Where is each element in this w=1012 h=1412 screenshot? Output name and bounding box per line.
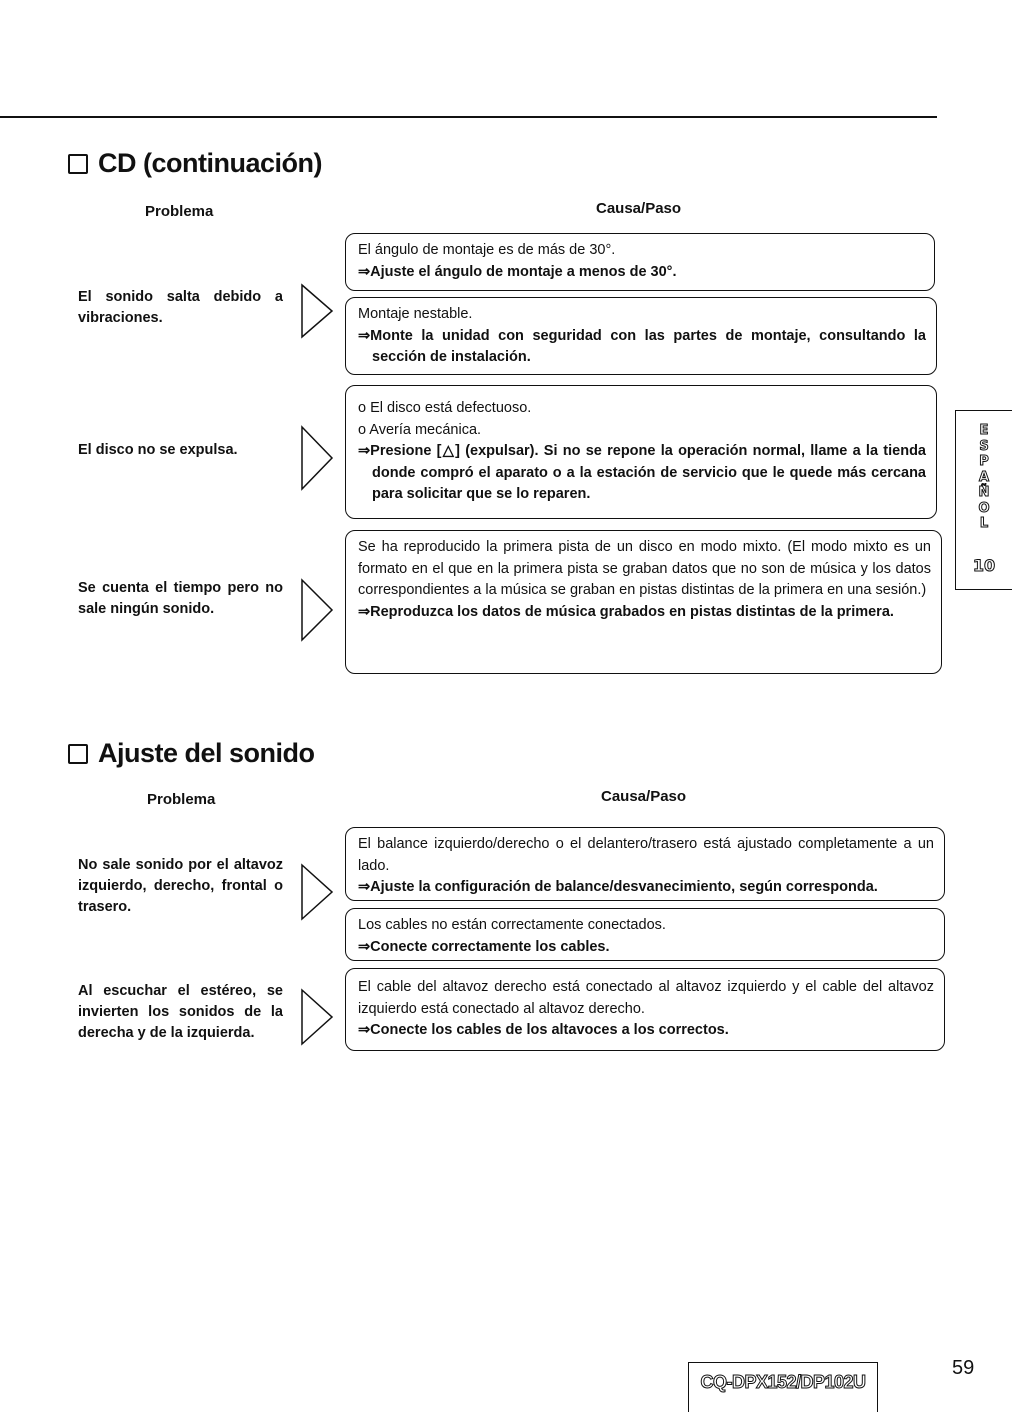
section-title-sound xyxy=(68,738,315,769)
problem-text: Se cuenta el tiempo pero no sale ningún sonido. xyxy=(78,580,283,617)
remedy-step: ⇒Reproduzca los datos de música grabados en pistas distintas de la primera. xyxy=(358,603,894,620)
cause-header: Causa/Paso xyxy=(596,200,682,217)
model-number: CQ-DPX152/DP102U xyxy=(688,1362,878,1412)
arrow-icon xyxy=(300,578,336,642)
problem-header: Problema xyxy=(145,203,214,220)
problem-text: No sale sonido por el altavoz izquierdo, derecho, frontal o trasero. xyxy=(78,857,283,915)
cause-text: El balance izquierdo/derecho o el delantero/trasero está ajustado completamente a un lado. xyxy=(358,836,934,874)
cause-box xyxy=(345,968,945,1051)
cause-text: o Avería mecánica. xyxy=(358,421,482,438)
cause-text: Se ha reproducido la primera pista de un disco en modo mixto. (El modo mixto es un formato en el que en la primera pista se graban datos que no son de música y los datos correspondientes a la música se graban en pistas distintas de la primera en una sesión.) xyxy=(358,539,931,598)
cause-text: El ángulo de montaje es de más de 30°. xyxy=(358,242,616,258)
square-bullet-icon xyxy=(68,744,88,764)
arrow-icon xyxy=(300,283,336,339)
arrow-icon xyxy=(300,425,336,491)
cause-box xyxy=(345,827,945,901)
cause-text: Montaje nestable. xyxy=(358,306,473,322)
cause-box xyxy=(345,908,945,961)
remedy-step: ⇒Conecte los cables de los altavoces a los correctos. xyxy=(358,1022,729,1038)
language-label: E S P A Ñ O L xyxy=(978,423,990,531)
section-title-text: CD (continuación) xyxy=(98,148,322,178)
remedy-step: ⇒Presione [△] (expulsar). Si no se repone la operación normal, llame a la tienda donde compró el aparato o a la estación de servicio que le quede más cercana para solicitar que se lo reparen. xyxy=(358,443,926,502)
remedy-step: ⇒Ajuste el ángulo de montaje a menos de 30°. xyxy=(358,263,677,280)
cause-text: o El disco está defectuoso. xyxy=(358,400,532,416)
problem-text: El disco no se expulsa. xyxy=(78,442,238,458)
cause-box xyxy=(345,530,942,674)
section-title-text: Ajuste del sonido xyxy=(98,738,315,768)
remedy-step: ⇒Ajuste la configuración de balance/desvanecimiento, según corresponda. xyxy=(358,879,878,895)
cause-box xyxy=(345,385,937,519)
chapter-number: 10 xyxy=(972,556,996,575)
cause-box xyxy=(345,297,937,375)
page-number: 59 xyxy=(952,1357,975,1379)
section-title-cd xyxy=(68,148,322,179)
problem-text: Al escuchar el estéreo, se invierten los sonidos de la derecha y de la izquierda. xyxy=(78,983,283,1041)
cause-text: Los cables no están correctamente conectados. xyxy=(358,917,666,933)
cause-header: Causa/Paso xyxy=(601,788,687,805)
remedy-step: ⇒Conecte correctamente los cables. xyxy=(358,938,610,955)
problem-header: Problema xyxy=(147,791,216,808)
square-bullet-icon xyxy=(68,154,88,174)
cause-box xyxy=(345,233,935,291)
problem-text: El sonido salta debido a vibraciones. xyxy=(78,289,283,326)
cause-text: El cable del altavoz derecho está conectado al altavoz izquierdo y el cable del altavoz izquierdo está conectado al altavoz derecho. xyxy=(358,979,934,1017)
language-side-tab xyxy=(955,410,1012,590)
arrow-icon xyxy=(300,863,336,921)
top-rule xyxy=(0,116,937,118)
arrow-icon xyxy=(300,988,336,1046)
remedy-step: ⇒Monte la unidad con seguridad con las partes de montaje, consultando la sección de instalación. xyxy=(358,327,926,365)
